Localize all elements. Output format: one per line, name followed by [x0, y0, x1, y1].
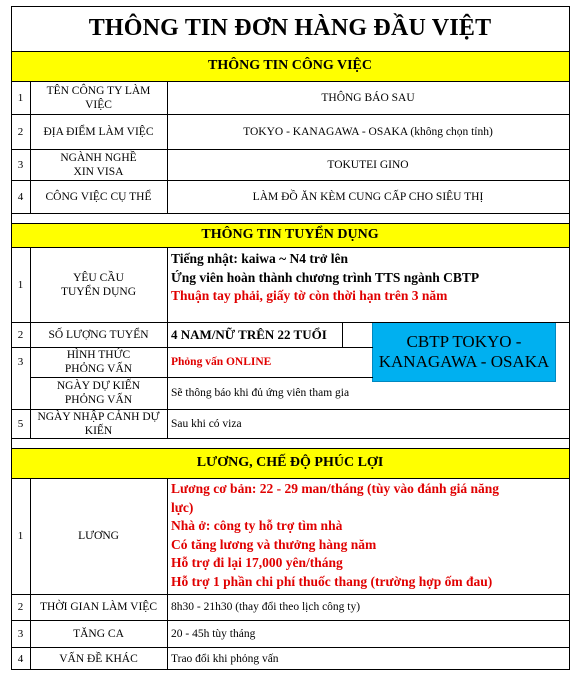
row-number: 2 [17, 601, 24, 613]
row-label: NGÀY NHẬP CẢNH DỰ KIẾN [37, 410, 160, 437]
row-number: 3 [17, 356, 24, 368]
benefit-line: Nhà ở: công ty hỗ trợ tìm nhà [171, 518, 343, 533]
row-number: 1 [17, 91, 24, 104]
row-label: TĂNG CA [73, 627, 124, 640]
page-title-text: THÔNG TIN ĐƠN HÀNG ĐẦU VIỆT [88, 15, 492, 41]
row-number: 5 [17, 417, 24, 430]
benefit-line: Lương cơ bản: 22 - 29 man/tháng (tùy vào đánh giá năng [171, 481, 499, 496]
requirements-list [171, 250, 567, 320]
location-box-line: KANAGAWA - OSAKA [378, 352, 550, 371]
row-label: HÌNH THỨC PHỎNG VẤN [64, 349, 133, 375]
benefit-line: lực) [171, 499, 194, 515]
row-label: TÊN CÔNG TY LÀM VIỆC [46, 84, 151, 111]
row-number: 3 [17, 158, 24, 171]
page-title [11, 6, 569, 51]
row-number: 2 [17, 125, 24, 138]
row-value: Trao đổi khi phỏng vấn [171, 652, 279, 665]
row-label: ĐỊA ĐIỂM LÀM VIỆC [43, 125, 154, 138]
row-value: Phỏng vấn ONLINE [171, 356, 272, 368]
location-box-line: CBTP TOKYO - [406, 332, 522, 351]
section-header-job [11, 51, 569, 81]
row-number: 1 [17, 278, 24, 291]
row-label: THỜI GIAN LÀM VIỆC [39, 601, 157, 613]
benefit-line: Hỗ trợ đi lại 17,000 yên/tháng [171, 555, 343, 570]
section-header-recruit [11, 223, 569, 247]
section-header-job-text: THÔNG TIN CÔNG VIỆC [207, 58, 372, 73]
requirement-line: Thuận tay phải, giấy tờ còn thời hạn trên 3 năm [171, 288, 448, 303]
location-box [372, 322, 556, 382]
section-header-salary [11, 448, 569, 478]
row-value: TOKUTEI GINO [327, 158, 409, 171]
row-label: VẤN ĐỀ KHÁC [59, 652, 138, 665]
benefit-line: Có tăng lương và thưởng hàng năm [171, 536, 377, 552]
benefit-line: Hỗ trợ 1 phần chi phí thuốc thang (trường hợp ốm đau) [171, 573, 493, 589]
section-header-recruit-text: THÔNG TIN TUYỂN DỤNG [201, 227, 379, 242]
row-number: 3 [17, 627, 24, 640]
row-value: LÀM ĐỒ ĂN KÈM CUNG CẤP CHO SIÊU THỊ [252, 190, 484, 203]
salary-benefits-list [171, 480, 567, 592]
row-label: CÔNG VIỆC CỤ THỂ [45, 190, 152, 203]
row-label: LƯƠNG [78, 530, 119, 542]
row-value: Sẽ thông báo khi đủ ứng viên tham gia [171, 387, 350, 399]
row-number: 4 [17, 190, 24, 203]
row-value: Sau khi có viza [171, 417, 242, 430]
row-value: 8h30 - 21h30 (thay đổi theo lịch công ty) [171, 601, 361, 613]
row-label: NGÀY DỰ KIẾN PHỎNG VẤN [56, 380, 141, 406]
row-number: 1 [17, 530, 24, 542]
requirement-line: Tiếng nhật: kaiwa ~ N4 trở lên [171, 251, 349, 266]
row-label: SỐ LƯỢNG TUYỂN [48, 328, 149, 341]
row-value: 20 - 45h tùy tháng [171, 627, 256, 640]
row-value: TOKYO - KANAGAWA - OSAKA (không chọn tỉnh) [243, 125, 493, 138]
row-value: THÔNG BÁO SAU [321, 91, 415, 104]
row-value: 4 NAM/NỮ TRÊN 22 TUỔI [171, 326, 327, 342]
row-number: 2 [17, 328, 24, 341]
row-number: 4 [17, 652, 24, 665]
row-label: NGÀNH NGHỀ XIN VISA [60, 151, 137, 178]
section-header-salary-text: LƯƠNG, CHẾ ĐỘ PHÚC LỢI [196, 455, 384, 470]
requirement-line: Ứng viên hoàn thành chương trình TTS ngành CBTP [171, 269, 480, 285]
row-label: YÊU CẦU TUYỂN DỤNG [60, 271, 137, 298]
